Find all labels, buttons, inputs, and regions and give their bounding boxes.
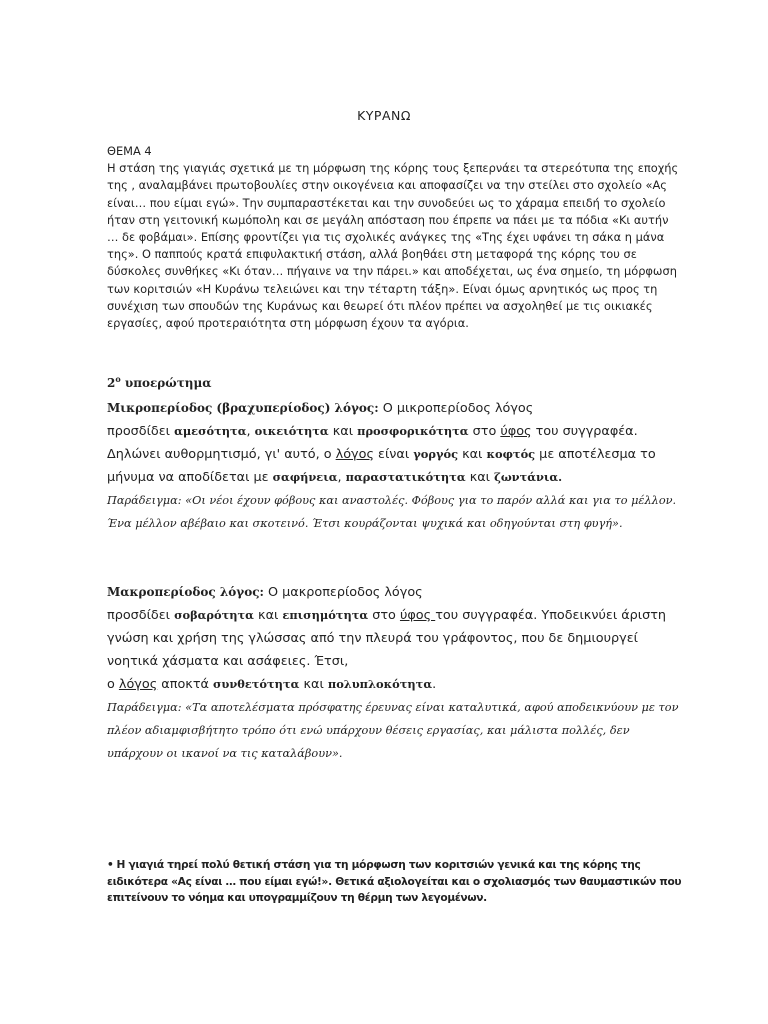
underlined-term: λόγος bbox=[118, 677, 158, 692]
text-fragment: στο bbox=[368, 608, 400, 623]
keyword: οικειότητα bbox=[254, 424, 329, 438]
note-text: Η γιαγιά τηρεί πολύ θετική στάση για τη μόρφωση των κοριτσιών γενικά και της κόρης της ειδικότερα «Ας είναι … που είμαι εγώ!». Θετικά αξιολογείται και ο σχολιασμός των θαυμαστικών που επιτείνουν το νόημα και υπογραμμίζουν τη θέρμη των λεγομένων. bbox=[107, 859, 682, 904]
underlined-term: ύφος bbox=[399, 608, 436, 623]
long-period-body bbox=[107, 604, 687, 673]
theme-heading: ΘΕΜΑ 4 bbox=[107, 144, 152, 158]
short-period-line-3 bbox=[107, 466, 687, 489]
keyword: συνθετότητα bbox=[213, 677, 300, 691]
underlined-term: λόγος bbox=[335, 447, 374, 462]
long-period-example: Παράδειγμα: «Τα αποτελέσματα πρόσφατης έρευνας είναι καταλυτικά, αφού αποδεικνύουν με τον πλέον αδιαμφισβήτητο τρόπο ότι ενώ υπάρχουν θέσεις εργασίας, και μάλιστα πολλές, δεν υπάρχουν οι ικανοί να τις καταλάβουν». bbox=[107, 701, 679, 760]
text-fragment: Δηλώνει αυθορμητισμό, γι' αυτό, ο bbox=[107, 447, 336, 462]
keyword: ζωντάνια. bbox=[494, 470, 563, 484]
long-period-section bbox=[107, 581, 687, 765]
subquestion-ordinal: ο bbox=[115, 374, 121, 384]
keyword: σαφήνεια bbox=[272, 470, 338, 484]
text-fragment: αποκτά bbox=[157, 677, 214, 692]
page-title: ΚΥΡΑΝΩ bbox=[357, 108, 411, 123]
text-fragment: στο bbox=[468, 424, 501, 439]
text-fragment: και bbox=[458, 447, 487, 462]
short-period-intro: Ο μικροπερίοδος λόγος bbox=[378, 401, 534, 416]
long-period-intro-line bbox=[107, 581, 687, 604]
long-period-heading: Μακροπερίοδος λόγος: bbox=[107, 585, 264, 599]
short-period-line-1 bbox=[107, 420, 687, 443]
text-fragment: ο bbox=[107, 677, 119, 692]
text-fragment: του συγγραφέα. bbox=[531, 424, 638, 439]
text-fragment: με αποτέλεσμα το bbox=[535, 447, 656, 462]
text-fragment: και bbox=[299, 677, 328, 692]
short-period-intro-line bbox=[107, 397, 687, 420]
text-fragment: είναι bbox=[373, 447, 414, 462]
text-fragment: προσδίδει bbox=[107, 424, 175, 439]
bullet-icon: • bbox=[107, 859, 114, 871]
subquestion-number: 2 bbox=[107, 376, 116, 390]
text-fragment: και bbox=[253, 608, 283, 623]
long-period-line-last bbox=[107, 673, 687, 696]
note-paragraph bbox=[107, 857, 687, 907]
subquestion-heading bbox=[107, 374, 212, 390]
text-fragment: προσδίδει bbox=[107, 608, 175, 623]
text-fragment: , bbox=[337, 470, 346, 485]
text-fragment: και bbox=[465, 470, 495, 485]
short-period-line-2 bbox=[107, 443, 687, 466]
text-fragment: του συγγραφέα. Υποδεικνύει άριστη γνώση και χρήση της γλώσσας από την πλευρά του γράφοντος, που δε δημιουργεί νοητικά χάσματα και ασάφειες. Έτσι, bbox=[107, 608, 667, 669]
short-period-example: Παράδειγμα: «Οι νέοι έχουν φόβους και αναστολές. Φόβους για το παρόν αλλά και για το μέλλον. Ένα μέλλον αβέβαιο και σκοτεινό. Έτσι κουράζονται ψυχικά και οδηγούνται στη φυγή». bbox=[107, 494, 677, 530]
subquestion-label: υποερώτημα bbox=[124, 376, 212, 390]
keyword: γοργός bbox=[413, 447, 459, 461]
short-period-heading: Μικροπερίοδος (βραχυπερίοδος) λόγος: bbox=[107, 401, 379, 415]
text-fragment: . bbox=[432, 677, 437, 692]
underlined-term: ύφος bbox=[500, 424, 532, 439]
long-period-intro: Ο μακροπερίοδος λόγος bbox=[263, 585, 423, 600]
short-period-section bbox=[107, 397, 687, 535]
text-fragment: και bbox=[328, 424, 358, 439]
keyword: αμεσότητα bbox=[174, 424, 247, 438]
keyword: παραστατικότητα bbox=[345, 470, 466, 484]
keyword: πολυπλοκότητα bbox=[327, 677, 433, 691]
text-fragment: μήνυμα να αποδίδεται με bbox=[107, 470, 273, 485]
text-fragment: , bbox=[246, 424, 255, 439]
theme-body: Η στάση της γιαγιάς σχετικά με τη μόρφωση της κόρης τους ξεπερνάει τα στερεότυπα της εποχής της , αναλαμβάνει πρωτοβουλίες στην οικογένεια και αποφασίζει να την στείλει στο σχολείο «Ας είναι… που είμαι εγώ». Την συμπαραστέκεται και την συνοδεύει ως το χάραμα επειδή το σχολείο ήταν στη γειτονική κωμόπολη και σε μεγάλη απόσταση που έπρεπε να πάει με τα πόδια «Κι αυτήν … δε φοβάμαι». Επίσης φροντίζει για τις σχολικές ανάγκες της «Της έχει υφάνει τη σάκα η μάνα της». Ο παππούς κρατά επιφυλακτική στάση, αλλά βοηθάει στη μεταφορά της κόρης του σε δύσκολες συνθήκες «Κι όταν… πήγαινε να την πάρει.» και αποδέχεται, ως ένα σημείο, τη μόρφωση των κοριτσιών «Η Κυράνω τελειώνει και την τέταρτη τάξη». Είναι όμως αρνητικός ως προς τη συνέχιση των σπουδών της Κυράνως και θεωρεί ότι πλέον πρέπει να ασχοληθεί με τις οικιακές εργασίες, αφού προτεραιότητα στη μόρφωση έχουν τα αγόρια. bbox=[107, 161, 679, 331]
keyword: σοβαρότητα bbox=[174, 608, 254, 622]
theme-section bbox=[107, 143, 682, 332]
keyword: προσφορικότητα bbox=[357, 424, 469, 438]
keyword: επισημότητα bbox=[282, 608, 369, 622]
keyword: κοφτός bbox=[486, 447, 536, 461]
